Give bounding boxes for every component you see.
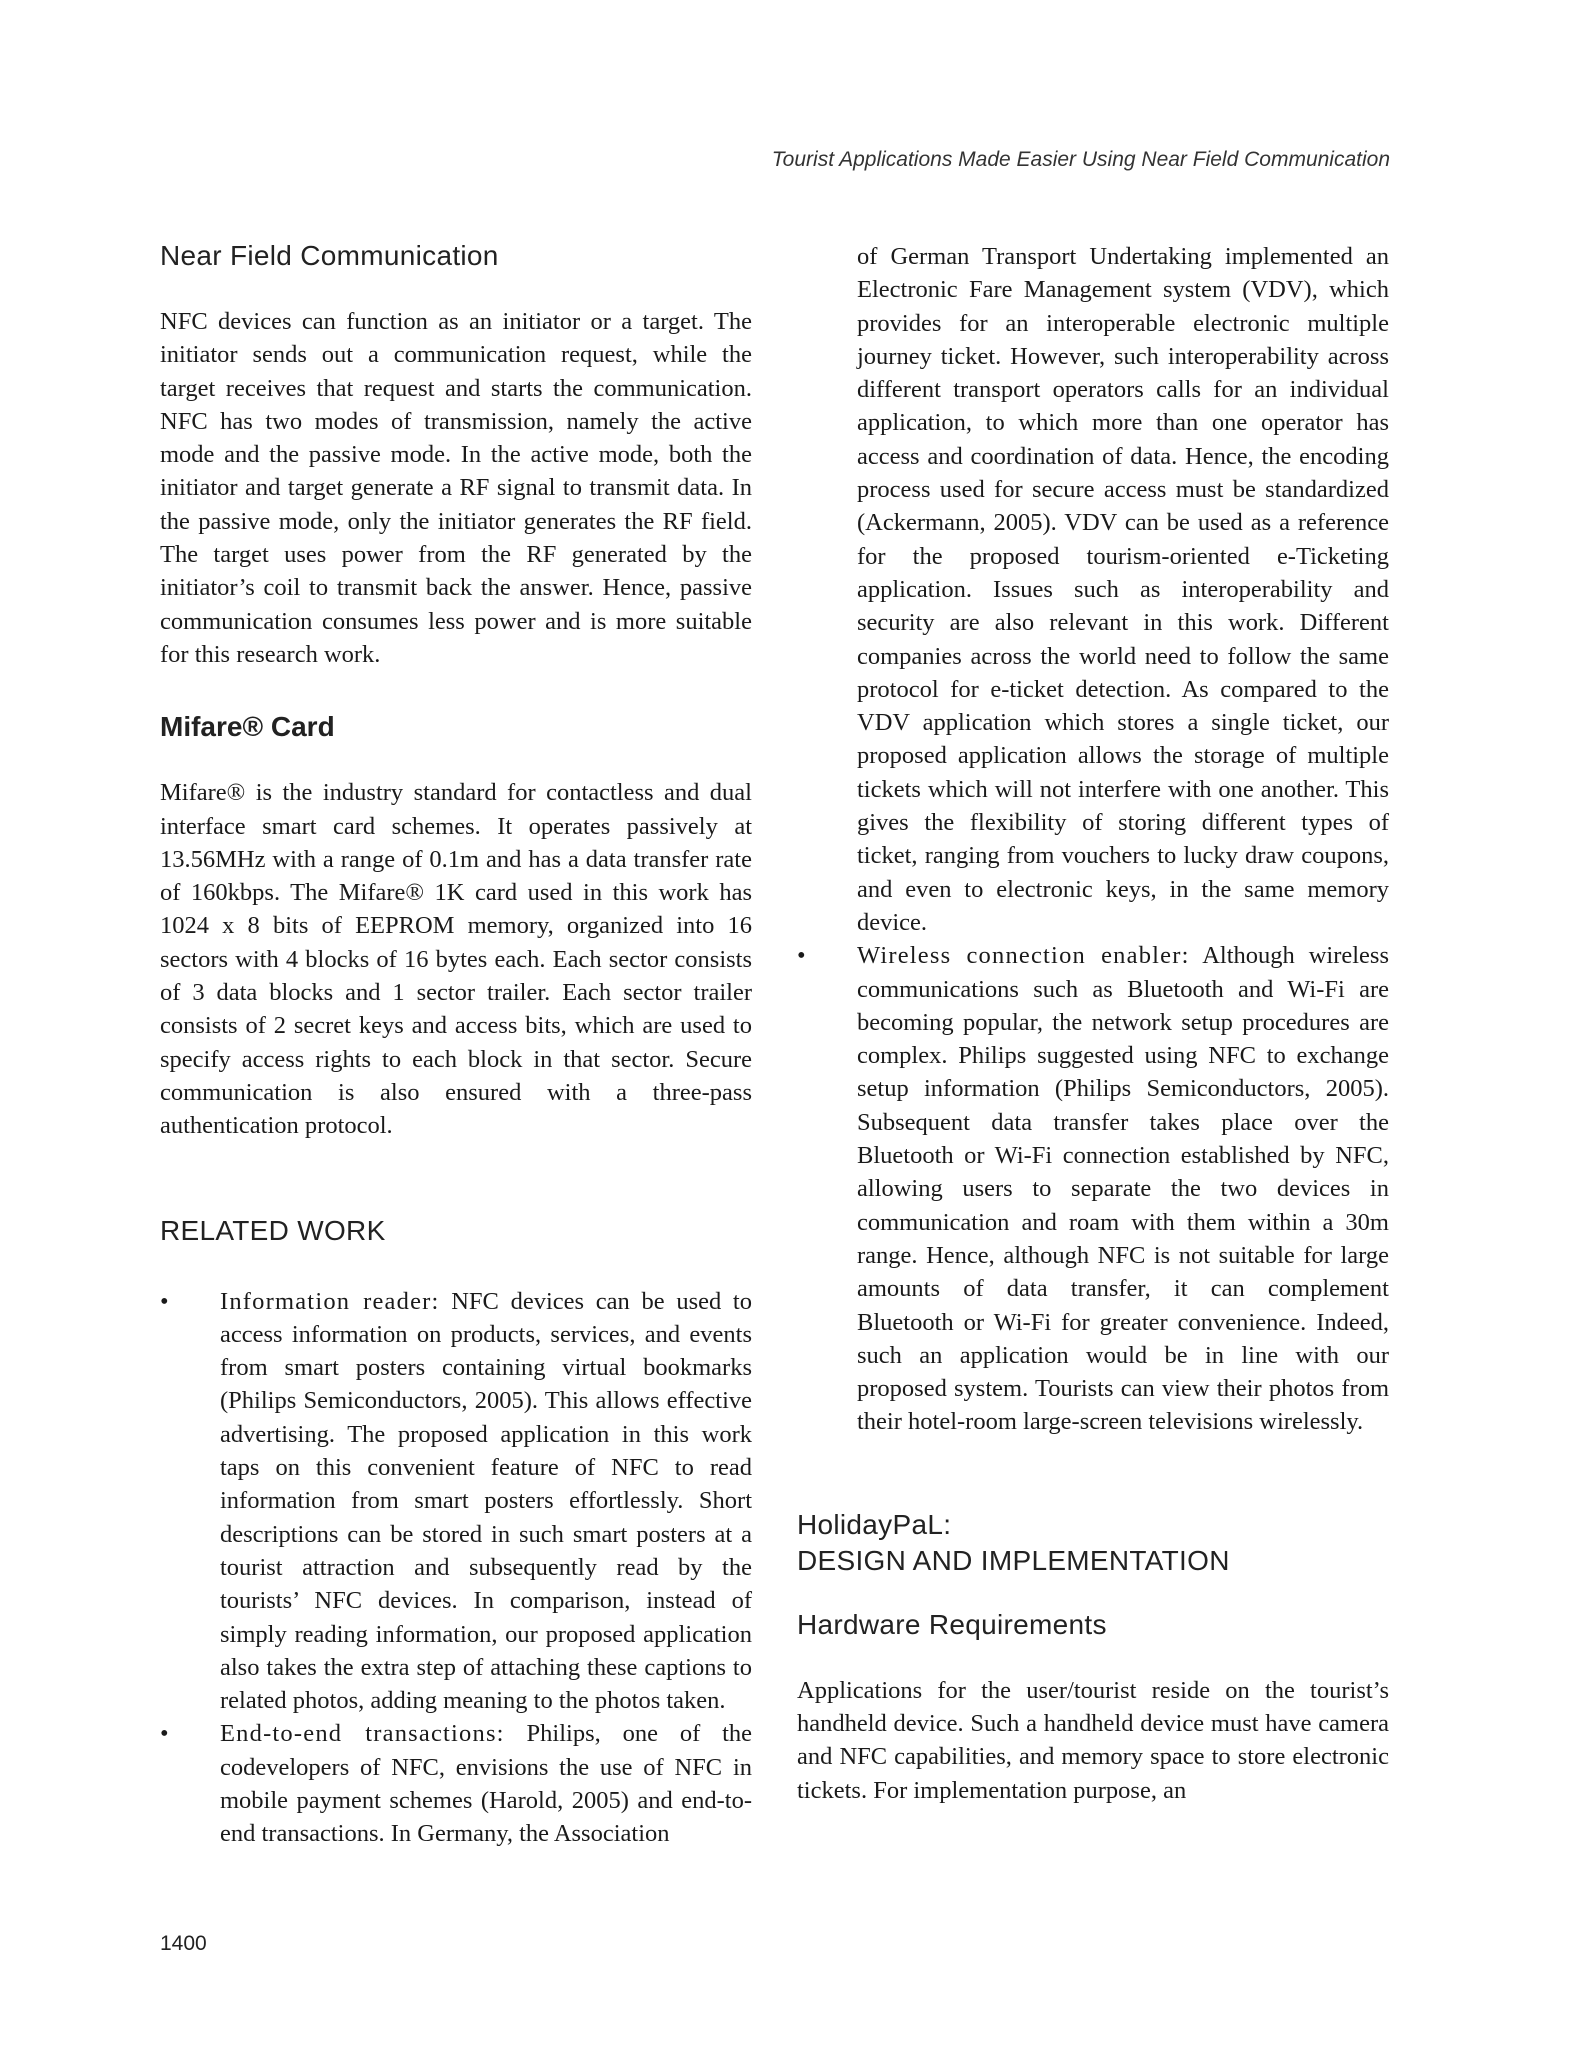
related-work-list <box>160 1285 752 1851</box>
heading-near-field-communication: Near Field Communication <box>160 240 499 271</box>
bullet-end-to-end <box>160 1717 752 1850</box>
paragraph-hardware: Applications for the user/tourist reside on the tourist’s handheld device. Such a handheld device must have camera and NFC capabilities, and memory space to store electronic tickets. For implementation purpose, an <box>797 1676 1389 1804</box>
bullet-glyph: • <box>797 942 806 970</box>
bullet-body: Although wireless communications such as Bluetooth and Wi-Fi are becoming popular, the network setup procedures are complex. Philips suggested using NFC to exchange setup information (Philips Semiconductors, 2005). Subsequent data transfer takes place over the Bluetooth or Wi-Fi connection established by NFC, allowing users to separate the two devices in communication and roam with them within a 30m range. Hence, although NFC is not suitable for large amounts of data transfer, it can complement Bluetooth or Wi-Fi for greater convenience. Indeed, such an application would be in line with our proposed system. Tourists can view their photos from their hotel-room large-screen televisions wirelessly. <box>857 942 1389 1436</box>
bullet-lead: Wireless connection enabler: <box>857 942 1190 970</box>
bullet-lead: End-to-end transactions: <box>220 1720 505 1748</box>
running-title: Tourist Applications Made Easier Using Near Field Communication <box>771 148 1390 171</box>
left-column <box>160 240 752 1851</box>
heading-related-work: RELATED WORK <box>160 1214 386 1246</box>
paragraph-nfc: NFC devices can function as an initiator or a target. The initiator sends out a communication request, while the target receives that request and starts the communication. NFC has two modes of transmission, namely the active mode and the passive mode. In the active mode, both the initiator and target generate a RF signal to transmit data. In the passive mode, only the initiator generates the RF field. The target uses power from the RF generated by the initiator’s coil to transmit back the answer. Hence, passive communication consumes less power and is more suitable for this research work. <box>160 308 752 668</box>
bullet-wireless-connection <box>797 939 1389 1438</box>
heading-hardware-requirements: Hardware Requirements <box>797 1608 1107 1640</box>
bullet-information-reader <box>160 1285 752 1718</box>
related-work-list-cont <box>797 240 1389 1439</box>
right-column <box>797 240 1389 1807</box>
paragraph-mifare: Mifare® is the industry standard for contactless and dual interface smart card schemes. It operates passively at 13.56MHz with a range of 0.1m and has a data transfer rate of 160kbps. The Mifare® 1K card used in this work has 1024 x 8 bits of EEPROM memory, organized into 16 sectors with 4 blocks of 16 bytes each. Each sector consists of 3 data blocks and 1 sector trailer. Each sector trailer consists of 2 secret keys and access bits, which are used to specify access rights to each block in that sector. Secure communication is also ensured with a three-pass authentication protocol. <box>160 779 752 1140</box>
bullet-body: of German Transport Undertaking implemented an Electronic Fare Management system (VDV), which provides for an interoperable electronic multiple journey ticket. However, such interoperability across different transport operators calls for an individual application, to which more than one operator has access and coordination of data. Hence, the encoding process used for secure access must be standardized (Ackermann, 2005). VDV can be used as a reference for the proposed tourism-oriented e-Ticketing application. Issues such as interoperability and security are also relevant in this work. Different companies across the world need to follow the same protocol for e-ticket detection. As compared to the VDV application which stores a single ticket, our proposed application allows the storage of multiple tickets which will not interfere with one another. This gives the flexibility of storing different types of ticket, ranging from vouchers to lucky draw coupons, and even to electronic keys, in the same memory device. <box>857 243 1389 936</box>
page-number: 1400 <box>160 1932 207 1955</box>
bullet-lead: Information reader: <box>220 1287 440 1315</box>
heading-holidaypal-2: DESIGN AND IMPLEMENTATION <box>797 1544 1230 1576</box>
bullet-body: Philips, one of the codevelopers of NFC, envisions the use of NFC in mobile payment schemes (Harold, 2005) and end-to-end transactions. In Germany, the Association <box>220 1720 753 1848</box>
heading-holidaypal-1: HolidayPaL: <box>797 1508 952 1540</box>
bullet-body: NFC devices can be used to access information on products, services, and events from smart posters containing virtual bookmarks (Philips Semiconductors, 2005). This allows effective advertising. The proposed application in this work taps on this convenient feature of NFC to read information from smart posters effortlessly. Short descriptions can be stored in such smart posters at a tourist attraction and subsequently read by the tourists’ NFC devices. In comparison, instead of simply reading information, our proposed application also takes the extra step of attaching these captions to related photos, adding meaning to the photos taken. <box>220 1287 752 1715</box>
bullet-glyph: • <box>160 1287 169 1315</box>
bullet-glyph: • <box>160 1720 169 1748</box>
heading-mifare-card: Mifare® Card <box>160 711 335 743</box>
bullet-end-to-end-continued <box>797 240 1389 939</box>
